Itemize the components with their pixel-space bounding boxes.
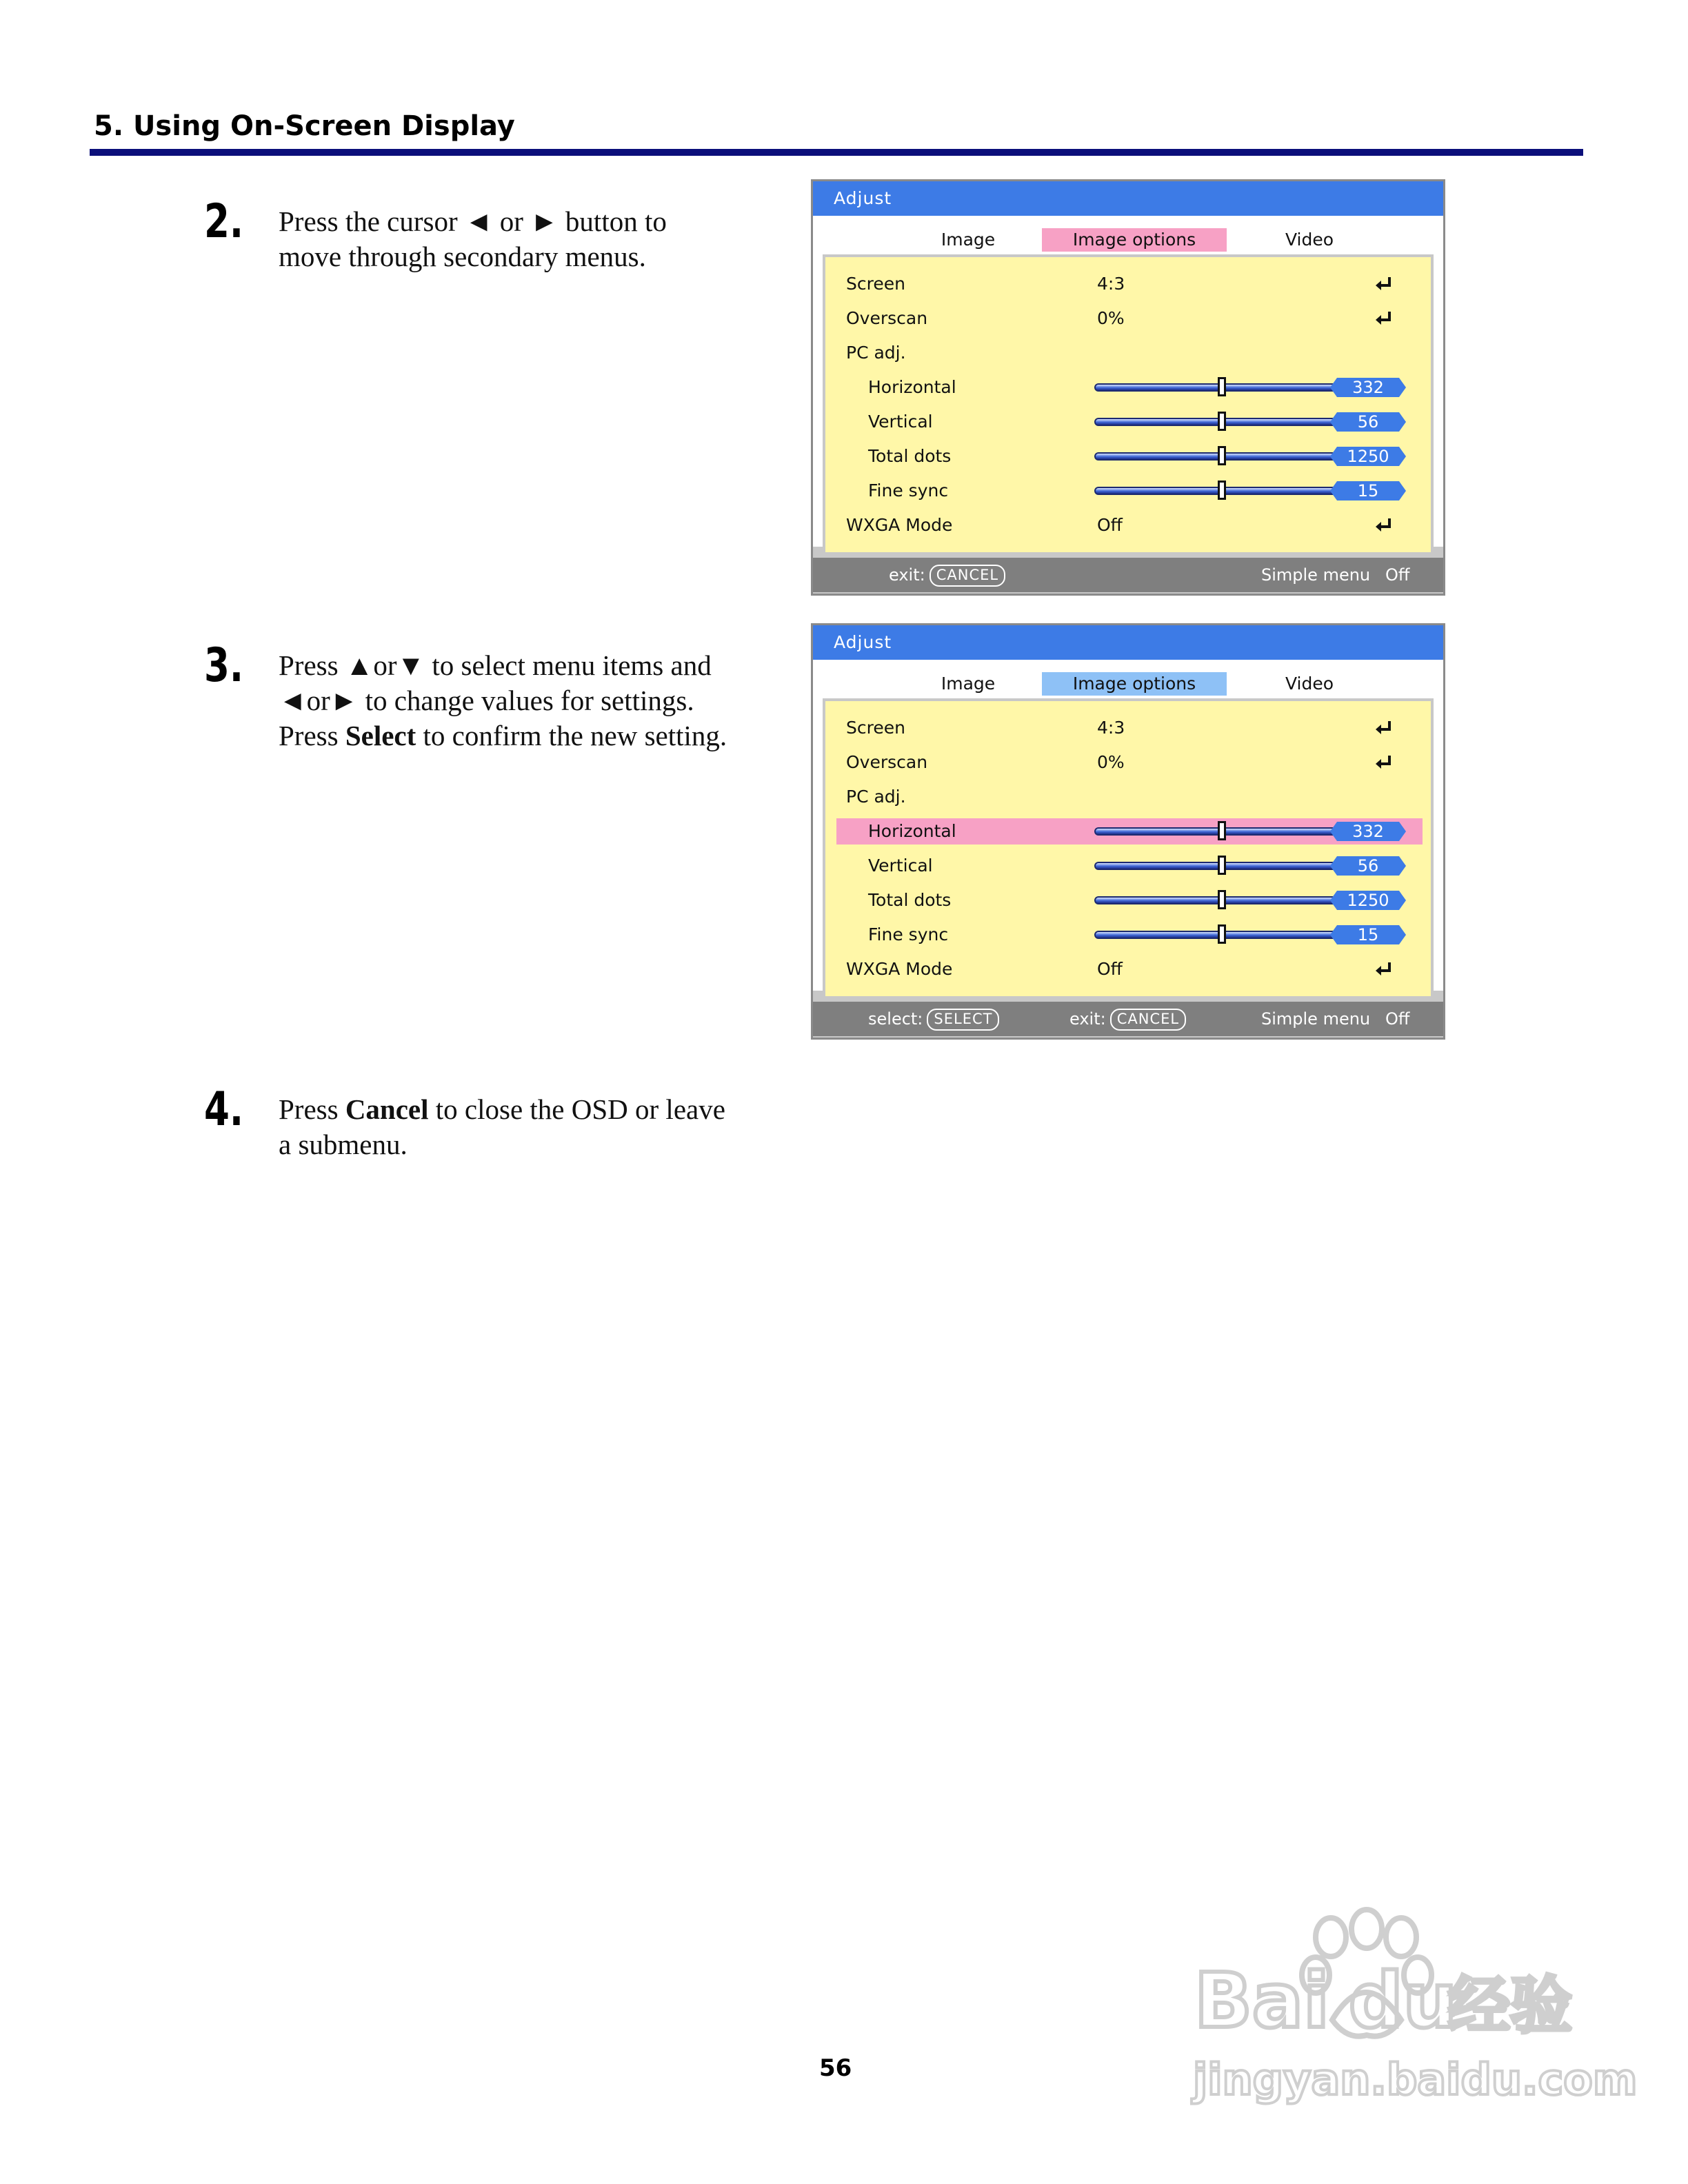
value-badge [1330, 822, 1406, 841]
row-label: WXGA Mode [846, 515, 953, 535]
row-label: Screen [846, 718, 905, 738]
menu-row-horizontal-selected[interactable] [836, 818, 1423, 845]
value-badge [1330, 447, 1406, 466]
osd-body [813, 216, 1443, 547]
baidu-paw-logo [1186, 1910, 1638, 2110]
row-value: Off [1097, 959, 1123, 979]
value-number: 56 [1357, 856, 1379, 876]
enter-icon [1374, 720, 1394, 736]
step-3-line-1: Press ▲or▼ to select menu items and [279, 649, 712, 681]
menu-row-total-dots[interactable] [836, 887, 1423, 913]
value-number: 332 [1352, 822, 1384, 841]
value-number: 15 [1357, 481, 1379, 501]
step-2-text [279, 204, 775, 274]
select-key: SELECT [927, 1009, 999, 1031]
step-2-line-1: Press the cursor ◄ or ► button to [279, 205, 667, 237]
row-label: Horizontal [868, 821, 956, 841]
select-label: select: [868, 1009, 923, 1029]
osd-adjust-menu-1 [811, 179, 1445, 596]
menu-row-overscan[interactable] [836, 305, 1423, 332]
cancel-key: CANCEL [930, 565, 1005, 587]
tab-video[interactable]: Video [1285, 674, 1334, 694]
simple-menu-value[interactable]: Off [1385, 1009, 1410, 1029]
select-keyword: Select [345, 720, 416, 751]
tab-image-options[interactable]: Image options [1042, 672, 1227, 696]
simple-menu-label: Simple menu [1261, 1009, 1371, 1029]
menu-row-pc-adj [836, 340, 1423, 366]
value-number: 1250 [1347, 891, 1389, 910]
menu-row-wxga-mode[interactable] [836, 956, 1423, 982]
value-number: 15 [1357, 925, 1379, 944]
menu-row-pc-adj [836, 784, 1423, 810]
slider-knob[interactable] [1218, 446, 1226, 465]
slider-knob[interactable] [1218, 856, 1226, 875]
step-4-line-1 [279, 1092, 775, 1127]
simple-menu-label: Simple menu [1261, 565, 1371, 585]
menu-row-fine-sync[interactable] [836, 922, 1423, 948]
step-3-text [279, 648, 775, 754]
value-badge [1330, 891, 1406, 910]
enter-icon [1374, 310, 1394, 327]
row-value: 0% [1097, 752, 1125, 772]
simple-menu-value[interactable]: Off [1385, 565, 1410, 585]
tab-image[interactable]: Image [941, 230, 996, 250]
osd-settings-panel [823, 698, 1434, 999]
watermark-brand-right: du [1349, 1957, 1458, 2045]
row-label: WXGA Mode [846, 959, 953, 979]
step-4-line-2: a submenu. [279, 1129, 408, 1160]
step-4-text [279, 1092, 775, 1162]
text-part: to confirm the new setting. [416, 720, 727, 751]
step-3-number: 3. [204, 638, 244, 693]
row-label: Overscan [846, 752, 928, 772]
step-3-line-2: ◄or► to change values for settings. [279, 685, 694, 716]
step-4-number: 4. [204, 1082, 244, 1137]
value-number: 332 [1352, 378, 1384, 397]
slider-knob[interactable] [1218, 924, 1226, 944]
watermark-brand-cn: 经验 [1448, 1970, 1572, 2042]
value-badge [1330, 856, 1406, 876]
section-title: 5. Using On-Screen Display [94, 110, 515, 142]
row-label: Vertical [868, 856, 933, 876]
row-label: Screen [846, 274, 905, 294]
row-value: 4:3 [1097, 718, 1125, 738]
exit-hint[interactable] [889, 558, 1005, 592]
value-badge [1330, 412, 1406, 432]
page-number: 56 [819, 2054, 852, 2082]
cancel-keyword: Cancel [345, 1093, 429, 1125]
slider-knob[interactable] [1218, 890, 1226, 909]
row-label: Total dots [868, 446, 952, 466]
text-part: Press [279, 720, 345, 751]
osd-footer [813, 558, 1443, 592]
osd-adjust-menu-2 [811, 623, 1445, 1040]
slider-knob[interactable] [1218, 481, 1226, 500]
menu-row-horizontal[interactable] [836, 374, 1423, 401]
tab-image[interactable]: Image [941, 674, 996, 694]
osd-body [813, 660, 1443, 991]
watermark-url: jingyan.baidu.com [1193, 2054, 1638, 2105]
enter-icon [1374, 517, 1394, 534]
value-badge [1330, 925, 1406, 944]
exit-label: exit: [1069, 1009, 1106, 1029]
row-value: 4:3 [1097, 274, 1125, 294]
row-label: Vertical [868, 412, 933, 432]
menu-row-total-dots[interactable] [836, 443, 1423, 469]
step-2-line-2: move through secondary menus. [279, 241, 646, 272]
baidu-watermark [1186, 1910, 1638, 2110]
value-badge [1330, 378, 1406, 397]
step-3-line-3 [279, 718, 775, 754]
osd-footer [813, 1002, 1443, 1036]
value-badge [1330, 481, 1406, 501]
row-value: Off [1097, 515, 1123, 535]
exit-hint[interactable] [1069, 1002, 1186, 1036]
row-label: Horizontal [868, 377, 956, 397]
row-label: Overscan [846, 308, 928, 328]
menu-row-screen[interactable] [836, 271, 1423, 297]
step-2-number: 2. [204, 194, 244, 249]
text-part: to close the OSD or leave [428, 1093, 725, 1125]
title-rule [90, 149, 1583, 156]
enter-icon [1374, 754, 1394, 771]
select-hint[interactable] [868, 1002, 999, 1036]
cancel-key: CANCEL [1110, 1009, 1186, 1031]
watermark-brand-left: Bai [1194, 1957, 1329, 2045]
enter-icon [1374, 276, 1394, 292]
osd-title: Adjust [813, 625, 1443, 660]
menu-row-screen[interactable] [836, 715, 1423, 741]
row-label: Fine sync [868, 924, 949, 944]
row-label: Fine sync [868, 481, 949, 501]
tab-image-options[interactable]: Image options [1042, 228, 1227, 252]
slider-knob[interactable] [1218, 821, 1226, 840]
menu-row-wxga-mode[interactable] [836, 512, 1423, 538]
slider-knob[interactable] [1218, 377, 1226, 396]
value-number: 56 [1357, 412, 1379, 432]
row-value: 0% [1097, 308, 1125, 328]
row-label: PC adj. [846, 343, 906, 363]
text-part: Press [279, 1093, 345, 1125]
slider-knob[interactable] [1218, 412, 1226, 431]
row-label: PC adj. [846, 787, 906, 807]
menu-row-fine-sync[interactable] [836, 478, 1423, 504]
enter-icon [1374, 961, 1394, 978]
menu-row-overscan[interactable] [836, 749, 1423, 776]
value-number: 1250 [1347, 447, 1389, 466]
menu-row-vertical[interactable] [836, 853, 1423, 879]
osd-settings-panel [823, 254, 1434, 555]
menu-row-vertical[interactable] [836, 409, 1423, 435]
exit-label: exit: [889, 565, 925, 585]
row-label: Total dots [868, 890, 952, 910]
osd-title: Adjust [813, 181, 1443, 216]
tab-video[interactable]: Video [1285, 230, 1334, 250]
